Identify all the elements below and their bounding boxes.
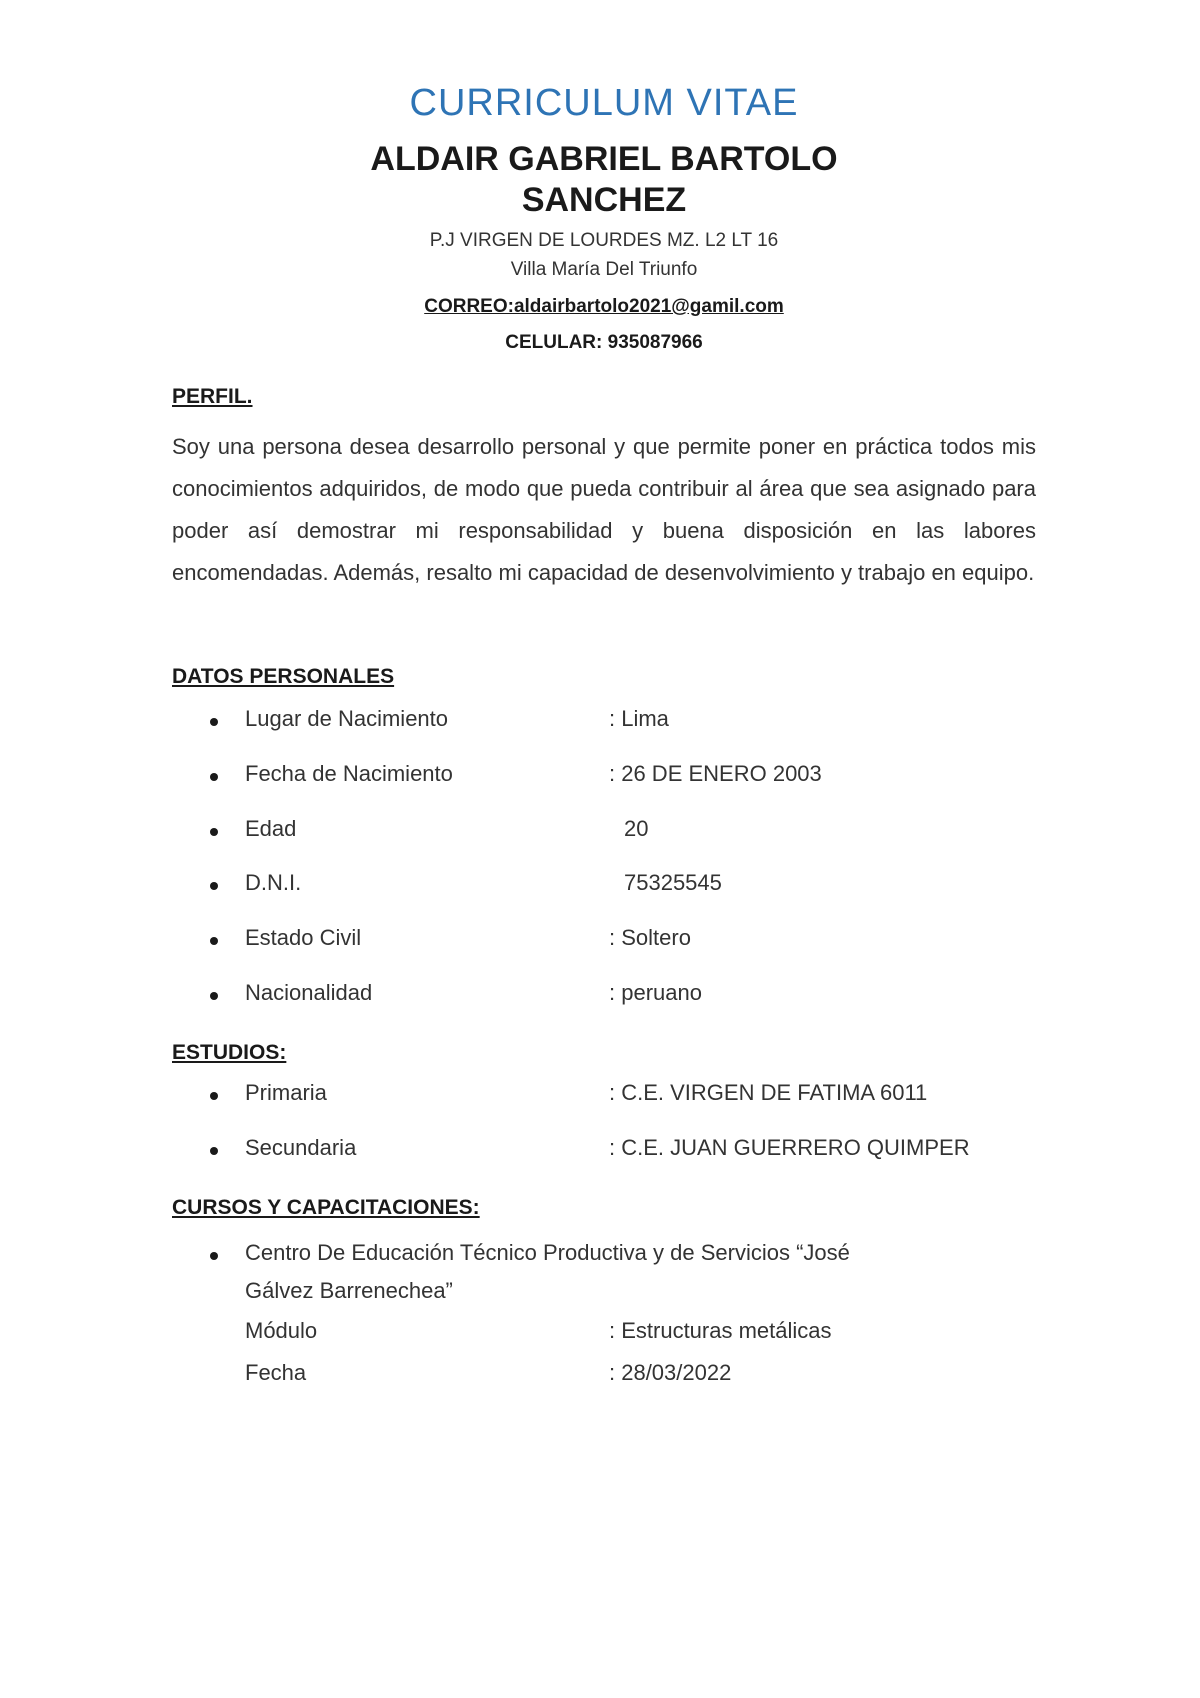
field-label: Primaria	[245, 1080, 327, 1105]
field-label: Lugar de Nacimiento	[245, 706, 449, 731]
list-item	[172, 761, 1036, 791]
bullet-icon	[210, 992, 218, 1000]
course-field	[172, 1360, 1036, 1390]
list-item	[172, 925, 1036, 955]
course-center-line-1: Centro De Educación Técnico Productiva y de Servicios “José	[245, 1240, 850, 1265]
candidate-name	[172, 139, 1036, 221]
bullet-icon	[210, 828, 218, 836]
field-value: : peruano	[609, 980, 702, 1005]
bullet-icon	[210, 1092, 218, 1100]
address-line-1: P.J VIRGEN DE LOURDES MZ. L2 LT 16	[429, 230, 779, 251]
bullet-icon	[210, 1252, 218, 1260]
field-label: Secundaria	[245, 1135, 357, 1160]
field-label: Nacionalidad	[245, 980, 373, 1005]
field-label: Fecha de Nacimiento	[245, 761, 453, 786]
address-line-2: Villa María Del Triunfo	[510, 259, 698, 280]
course-entry	[245, 1234, 965, 1310]
bullet-icon	[210, 937, 218, 945]
modulo-label: Módulo	[245, 1318, 318, 1343]
list-item	[172, 1135, 1036, 1165]
field-value: 20	[624, 816, 649, 841]
modulo-value: : Estructuras metálicas	[609, 1318, 832, 1343]
course-field	[172, 1318, 1036, 1348]
section-title-datos: DATOS PERSONALES	[172, 665, 395, 688]
field-label: Estado Civil	[245, 925, 362, 950]
bullet-icon	[210, 1147, 218, 1155]
email: CORREO:aldairbartolo2021@gamil.com	[424, 296, 784, 317]
field-value: : Soltero	[609, 925, 691, 950]
section-title-estudios: ESTUDIOS:	[172, 1041, 287, 1064]
phone: CELULAR: 935087966	[505, 332, 703, 353]
document-title: CURRICULUM VITAE	[409, 82, 799, 124]
profile-text: Soy una persona desea desarrollo personal y que permite poner en práctica todos mis conocimientos adquiridos, de modo que pueda contribuir al área que sea asignado para poder así demostrar mi responsabilidad y buena disposición en las labores encomendadas. Además, resalto mi capacidad de desenvolvimiento y trabajo en equipo.	[172, 434, 1036, 585]
list-item	[172, 980, 1036, 1010]
list-item	[172, 706, 1036, 736]
name-line-2: SANCHEZ	[521, 181, 687, 219]
list-item	[172, 816, 1036, 846]
field-value: : C.E. JUAN GUERRERO QUIMPER	[609, 1135, 970, 1160]
bullet-icon	[210, 882, 218, 890]
name-line-1: ALDAIR GABRIEL BARTOLO	[370, 140, 838, 178]
list-item	[172, 870, 1036, 900]
bullet-icon	[210, 773, 218, 781]
field-value: 75325545	[624, 870, 722, 895]
field-label: D.N.I.	[245, 870, 302, 895]
list-item	[172, 1080, 1036, 1110]
section-title-cursos: CURSOS Y CAPACITACIONES:	[172, 1196, 480, 1219]
field-value: : 26 DE ENERO 2003	[609, 761, 822, 786]
field-value: : C.E. VIRGEN DE FATIMA 6011	[609, 1080, 928, 1105]
fecha-value: : 28/03/2022	[609, 1360, 732, 1385]
course-center-line-2: Gálvez Barrenechea”	[245, 1278, 453, 1303]
field-label: Edad	[245, 816, 297, 841]
fecha-label: Fecha	[245, 1360, 307, 1385]
section-title-perfil: PERFIL.	[172, 385, 253, 408]
field-value: : Lima	[609, 706, 669, 731]
bullet-icon	[210, 718, 218, 726]
